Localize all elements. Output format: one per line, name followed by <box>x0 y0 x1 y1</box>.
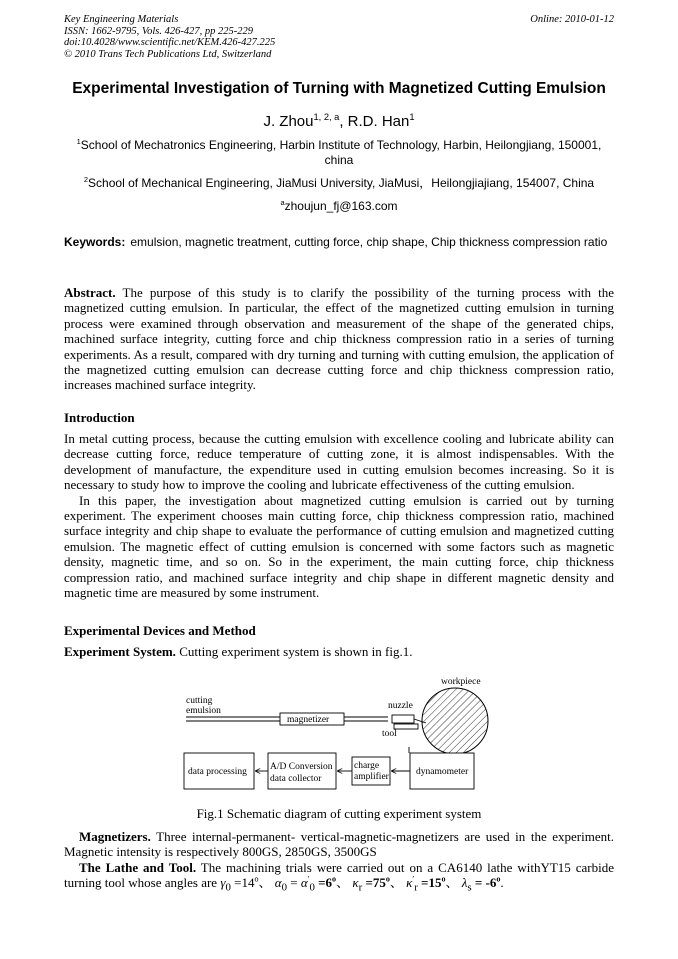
doi-line: doi:10.4028/www.scientific.net/KEM.426-427.225 <box>64 37 276 48</box>
prime-mark: ′ <box>307 874 310 884</box>
author-1: J. Zhou <box>263 113 314 130</box>
label-nuzzle: nuzzle <box>388 701 413 711</box>
keywords-text: emulsion, magnetic treatment, cutting force, chip shape, Chip thickness compression ratio <box>130 235 608 249</box>
email-sup: a <box>280 198 285 207</box>
journal-header <box>64 14 614 60</box>
copyright-line: © 2010 Trans Tech Publications Ltd, Switzerland <box>64 48 272 60</box>
prime-mark: ′ <box>412 874 415 884</box>
alpha-value: =6 <box>314 875 333 891</box>
keywords-label: Keywords: <box>64 235 126 249</box>
alpha-prime-symbol: α <box>300 875 308 891</box>
kappa-symbol: κ <box>352 875 359 891</box>
affiliation-1-text: School of Mechatronics Engineering, Harbin Institute of Technology, Harbin, Heilongjiang, 150001, china <box>80 138 602 167</box>
label-workpiece: workpiece <box>441 677 481 687</box>
affiliation-2 <box>64 176 614 191</box>
alpha-prime-sub: 0 <box>309 881 315 894</box>
experiment-system-label: Experiment System. <box>64 644 176 659</box>
tool-shape <box>394 724 418 729</box>
intro-paragraph-1: In metal cutting process, because the cutting emulsion with excellence cooling and lubricate ability can decrease cutting force, reduce temperature of cutting zone, it is almost indispensables. With the development of manufacture, the expenditure used in cutting emulsion becomes increasing. So it is necessary to study how to improve the cooling and lubricate effectiveness of the cutting emulsion. <box>64 431 614 493</box>
gamma-symbol: γ <box>220 875 226 891</box>
author-2: R.D. Han <box>347 113 410 130</box>
degree-mark: o <box>385 874 390 884</box>
kappa-prime-symbol: κ <box>406 875 413 891</box>
lambda-value: = -6 <box>471 875 497 891</box>
online-date: Online: 2010-01-12 <box>530 14 614 25</box>
angle-separator: 、 <box>258 875 275 891</box>
lambda-sub: s <box>467 881 472 894</box>
author-2-sup: 1 <box>409 112 415 122</box>
label-amplifier: amplifier <box>354 772 389 782</box>
angle-separator: 、 <box>445 875 462 891</box>
label-ad-conversion: A/D Conversion <box>270 762 333 772</box>
introduction-heading: Introduction <box>64 410 135 425</box>
tool-angles <box>220 874 504 894</box>
intro-paragraph-2: In this paper, the investigation about magnetized cutting emulsion is carried out by turning experiment. The experiment chooses main cutting force, chip thickness compression ratio, machined surface integrity and chip shape to evaluate the performance of cutting emulsion and magnetized cutting emulsion. The magnetic effect of cutting emulsion is concerned with some factors such as magnetic density, magnetic time, and so on. So in the experiment, the main cutting force, chip thickness compression ratio, and machined surface integrity and chip shape in different magnetic density and magnetic time are measured by some instrument. <box>64 492 614 601</box>
affiliation-2-text: School of Mechanical Engineering, JiaMusi University, JiaMusi，Heilongjiajiang, 154007, China <box>88 176 595 190</box>
nuzzle-shape <box>392 715 414 723</box>
degree-mark: o <box>332 874 337 884</box>
label-charge: charge <box>354 761 380 771</box>
methods-heading: Experimental Devices and Method <box>64 623 256 638</box>
figure-1-caption: Fig.1 Schematic diagram of cutting experiment system <box>196 806 482 821</box>
paper-title: Experimental Investigation of Turning with Magnetized Cutting Emulsion <box>72 80 606 97</box>
label-tool: tool <box>382 729 397 739</box>
lambda-symbol: λ <box>461 875 468 891</box>
email-text: zhoujun_fj@163.com <box>284 199 398 213</box>
angle-separator: 、 <box>389 875 407 891</box>
label-data-collector: data collector <box>270 774 322 784</box>
author-separator: , <box>339 113 348 130</box>
abstract-text: The purpose of this study is to clarify the possibility of the turning process with the magnetized cutting emulsion. In particular, the effect of the magnetized cutting emulsion in turning process were examined through observation and measurement of the shape of the generated chips, machined surface integrity, cutting force and chip thickness compression ratio in a series of turning experiments. As a result, compared with dry turning and turning with cutting emulsion, the application of the magnetized cutting emulsion can decrease cutting force and chip thickness compression ratio, increases machined surface integrity. <box>64 285 614 393</box>
introduction-body <box>64 431 614 600</box>
author-line <box>40 113 638 130</box>
sentence-end: . <box>500 875 504 891</box>
author-email <box>64 199 614 214</box>
methods-body <box>64 829 614 896</box>
angle-separator: 、 <box>336 875 353 891</box>
affiliation-2-sup: 2 <box>83 175 89 184</box>
label-dynamometer: dynamometer <box>416 767 469 777</box>
magnetizers-label: Magnetizers. <box>79 829 151 844</box>
gamma-value: =14 <box>230 875 255 891</box>
lathe-text: The machining trials were carried out on a CA6140 lathe withYT15 carbide turning tool whose angles are <box>64 859 614 891</box>
kappa-prime-sub: r <box>414 881 418 894</box>
journal-name: Key Engineering Materials <box>64 14 179 25</box>
kappa-sub: r <box>358 881 363 894</box>
alpha-sub: 0 <box>281 881 288 894</box>
magnetizers-text: Three internal-permanent- vertical-magnetic-magnetizers are used in the experiment. Magnetic intensity is respectively 800GS, 2850GS, 3500GS <box>64 829 614 860</box>
abstract <box>64 285 614 393</box>
alpha-symbol: α <box>274 875 282 891</box>
affiliation-1-sup: 1 <box>76 137 81 146</box>
label-magnetizer: magnetizer <box>287 715 330 725</box>
label-cutting: cutting <box>186 696 213 706</box>
alpha-equals: = <box>287 875 301 891</box>
figure-1-diagram <box>180 675 500 800</box>
author-1-sup: 1, 2, a <box>313 112 340 122</box>
experiment-system-text: Cutting experiment system is shown in fig.1. <box>175 644 413 659</box>
degree-mark: o <box>496 874 501 884</box>
experiment-system-para <box>64 644 614 659</box>
gamma-sub: 0 <box>225 881 231 894</box>
kappa-value: =75 <box>362 875 386 891</box>
kappa-prime-value: =15 <box>417 875 442 891</box>
issn-line: ISSN: 1662-9795, Vols. 426-427, pp 225-229 <box>64 25 253 37</box>
degree-mark: o <box>441 874 446 884</box>
keywords <box>64 235 614 249</box>
lathe-label: The Lathe and Tool. <box>79 859 197 875</box>
affiliation-1 <box>64 138 614 168</box>
workpiece-circle <box>422 688 488 754</box>
label-data-processing: data processing <box>188 767 247 777</box>
degree-mark: o <box>254 874 259 884</box>
abstract-label: Abstract. <box>64 285 116 300</box>
label-emulsion: emulsion <box>186 706 221 716</box>
